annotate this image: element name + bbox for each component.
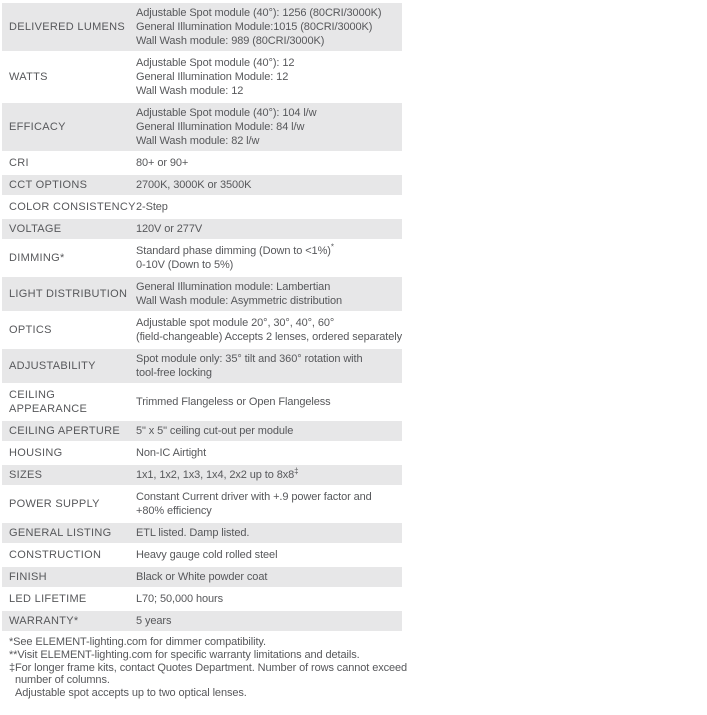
table-row <box>2 349 402 383</box>
row-label: OPTICS <box>9 324 52 336</box>
value-line: 2-Step <box>136 201 168 213</box>
value-line: 5" x 5" ceiling cut-out per module <box>136 425 294 437</box>
value-line: Constant Current driver with +.9 power factor and <box>136 491 372 503</box>
value-line: 0-10V (Down to 5%) <box>136 259 234 271</box>
spec-table <box>2 3 402 633</box>
value-line: 5 years <box>136 615 172 627</box>
value-line: Trimmed Flangeless or Open Flangeless <box>136 396 331 408</box>
row-value <box>136 614 402 628</box>
table-row <box>2 487 402 521</box>
value-line: 80+ or 90+ <box>136 157 189 169</box>
value-line: Spot module only: 35° tilt and 360° rotation with <box>136 353 363 365</box>
row-value <box>136 106 402 148</box>
value-line: 1x1, 1x2, 1x3, 1x4, 2x2 up to 8x8‡ <box>136 466 299 481</box>
value-line: 120V or 277V <box>136 223 203 235</box>
value-line: Wall Wash module: 82 l/w <box>136 135 260 147</box>
footnote-line: **Visit ELEMENT-lighting.com for specific warranty limitations and details. <box>9 648 360 661</box>
row-label: CEILING APPEARANCE <box>9 389 88 415</box>
value-line: General Illumination Module: 84 l/w <box>136 121 305 133</box>
value-line: 2700K, 3000K or 3500K <box>136 179 252 191</box>
row-value <box>136 490 402 518</box>
value-line: General Illumination module: Lambertian <box>136 281 331 293</box>
value-line: General Illumination Module:1015 (80CRI/3000K) <box>136 21 373 33</box>
superscript-mark: ‡ <box>294 466 299 476</box>
value-line: ETL listed. Damp listed. <box>136 527 250 539</box>
value-line: (field-changeable) Accepts 2 lenses, ordered separately <box>136 331 402 343</box>
footnote-line: ‡For longer frame kits, contact Quotes Department. Number of rows cannot exceed <box>9 661 408 674</box>
row-label: CRI <box>9 157 29 169</box>
row-value <box>136 280 402 308</box>
table-row <box>2 3 402 51</box>
row-value <box>136 6 402 48</box>
table-row <box>2 545 402 565</box>
row-value <box>136 446 402 460</box>
row-value <box>136 156 402 170</box>
row-label: COLOR CONSISTENCY <box>9 201 136 213</box>
row-value <box>136 548 402 562</box>
table-row <box>2 277 402 311</box>
value-line: General Illumination Module: 12 <box>136 71 289 83</box>
row-value <box>136 570 402 584</box>
table-row <box>2 465 402 485</box>
row-label: LIGHT DISTRIBUTION <box>9 288 128 300</box>
row-label: GENERAL LISTING <box>9 527 112 539</box>
row-label: ADJUSTABILITY <box>9 360 96 372</box>
table-row <box>2 385 402 419</box>
value-line: Adjustable Spot module (40°): 1256 (80CRI/3000K) <box>136 7 382 19</box>
row-label: CCT OPTIONS <box>9 179 88 191</box>
row-label: SIZES <box>9 469 43 481</box>
footnote-line: number of columns. <box>15 674 110 687</box>
value-line: +80% efficiency <box>136 505 212 517</box>
table-row <box>2 611 402 631</box>
row-value <box>136 352 402 380</box>
row-label: VOLTAGE <box>9 223 62 235</box>
table-row <box>2 241 402 275</box>
row-value <box>136 244 402 272</box>
table-row <box>2 175 402 195</box>
row-value <box>136 200 402 214</box>
value-line: Wall Wash module: Asymmetric distribution <box>136 295 342 307</box>
row-label: EFFICACY <box>9 121 66 133</box>
value-line: Non-IC Airtight <box>136 447 207 459</box>
table-row <box>2 53 402 101</box>
table-row <box>2 421 402 441</box>
row-label: CONSTRUCTION <box>9 549 102 561</box>
row-value <box>136 316 402 344</box>
value-line: Black or White powder coat <box>136 571 268 583</box>
row-value <box>136 526 402 540</box>
row-value <box>136 424 402 438</box>
row-value <box>136 178 402 192</box>
row-value <box>136 592 402 606</box>
value-line: tool-free locking <box>136 367 212 379</box>
table-row <box>2 219 402 239</box>
row-label: WATTS <box>9 71 48 83</box>
value-line: Standard phase dimming (Down to <1%)* <box>136 242 334 257</box>
row-value <box>136 395 402 409</box>
table-row <box>2 589 402 609</box>
value-line: Adjustable Spot module (40°): 12 <box>136 57 295 69</box>
value-line: Wall Wash module: 989 (80CRI/3000K) <box>136 35 325 47</box>
table-row <box>2 153 402 173</box>
table-row <box>2 313 402 347</box>
footnote-line: Adjustable spot accepts up to two optical lenses. <box>15 687 247 700</box>
value-line: Adjustable spot module 20°, 30°, 40°, 60° <box>136 317 335 329</box>
footnote-line: *See ELEMENT-lighting.com for dimmer compatibility. <box>9 636 266 648</box>
row-label: WARRANTY* <box>9 615 79 627</box>
row-label: HOUSING <box>9 447 63 459</box>
row-label: DELIVERED LUMENS <box>9 21 126 33</box>
value-line: Wall Wash module: 12 <box>136 85 244 97</box>
table-row <box>2 523 402 543</box>
row-value <box>136 222 402 236</box>
value-line: L70; 50,000 hours <box>136 593 223 605</box>
footnotes <box>9 636 669 700</box>
table-row <box>2 443 402 463</box>
value-line: Adjustable Spot module (40°): 104 l/w <box>136 107 317 119</box>
table-row <box>2 567 402 587</box>
row-label: POWER SUPPLY <box>9 498 100 510</box>
row-value <box>136 468 402 482</box>
value-line: Heavy gauge cold rolled steel <box>136 549 278 561</box>
table-row <box>2 197 402 217</box>
row-value <box>136 56 402 98</box>
row-label: CEILING APERTURE <box>9 425 120 437</box>
row-label: LED LIFETIME <box>9 593 87 605</box>
table-row <box>2 103 402 151</box>
row-label: FINISH <box>9 571 47 583</box>
row-label: DIMMING* <box>9 252 65 264</box>
superscript-mark: * <box>330 242 334 252</box>
